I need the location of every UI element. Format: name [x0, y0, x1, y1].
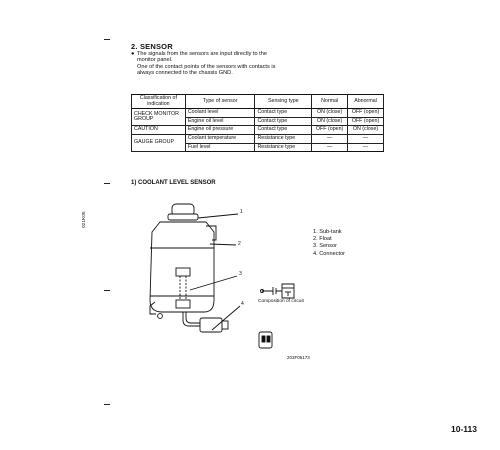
circuit-caption: Composition of circuit	[258, 299, 304, 304]
sub-tank-icon	[150, 222, 214, 312]
circuit-schematic-icon	[262, 287, 282, 295]
cell-sensing: Resistance type	[255, 134, 312, 143]
cell-sensing: Contact type	[255, 109, 312, 118]
page-number: 10-113	[451, 424, 477, 434]
header-abnormal: Abnormal	[348, 95, 384, 109]
legend-item: 2. Float	[313, 236, 332, 243]
header-normal: Normal	[312, 95, 348, 109]
callout-1: 1	[240, 209, 243, 215]
legend-item: 4. Connector	[313, 250, 346, 257]
cell-sensing: Contact type	[255, 126, 312, 135]
callout-2: 2	[238, 241, 241, 247]
bullet-text-2: One of the contact points of the sensors with contacts is always connected to the chassis GND.	[137, 64, 276, 77]
legend-item: 1. Sub-tank	[313, 229, 342, 235]
cell-sensor: Fuel level	[185, 143, 255, 152]
legend-item: 3. Sensor	[313, 243, 337, 250]
float-icon	[176, 268, 190, 276]
sensor-icon	[176, 300, 190, 308]
cell-normal: ON (close)	[312, 117, 348, 126]
cell-sensing: Contact type	[255, 117, 312, 126]
cell-abnormal: —	[348, 134, 384, 143]
cell-normal: —	[312, 143, 348, 152]
cell-abnormal: ON (close)	[348, 126, 384, 135]
callout-3: 3	[239, 271, 242, 277]
header-sensor-type: Type of sensor	[185, 95, 255, 109]
side-code: 021K05	[82, 211, 87, 228]
cell-normal: OFF (open)	[312, 126, 348, 135]
section-title: 2. SENSOR	[131, 42, 173, 51]
bullet-text: The signals from the sensors are input directly to the monitor panel.	[137, 51, 267, 64]
subsection-title: 1) COOLANT LEVEL SENSOR	[131, 180, 216, 186]
cell-abnormal: OFF (open)	[348, 117, 384, 126]
cell-sensor: Engine oil pressure	[185, 126, 255, 135]
cell-sensor: Coolant level	[185, 109, 255, 118]
connector-icon	[200, 318, 222, 332]
cell-normal: ON (close)	[312, 109, 348, 118]
group-caution: CAUTION	[132, 126, 186, 135]
group-check-monitor: CHECK MONITOR GROUP	[132, 109, 186, 126]
group-gauge: GAUGE GROUP	[132, 134, 186, 151]
cell-abnormal: —	[348, 143, 384, 152]
parts-legend	[313, 229, 345, 258]
cell-sensor: Coolant temperature	[185, 134, 255, 143]
header-classification: Classification of indication	[132, 95, 186, 109]
bullet-icon: ●	[131, 51, 135, 57]
figure-code: 203F05173	[287, 355, 310, 360]
header-sensing-type: Sensing type	[255, 95, 312, 109]
callout-4: 4	[241, 301, 244, 307]
cell-abnormal: OFF (open)	[348, 109, 384, 118]
cell-sensing: Resistance type	[255, 143, 312, 152]
cell-normal: —	[312, 134, 348, 143]
cell-sensor: Engine oil level	[185, 117, 255, 126]
